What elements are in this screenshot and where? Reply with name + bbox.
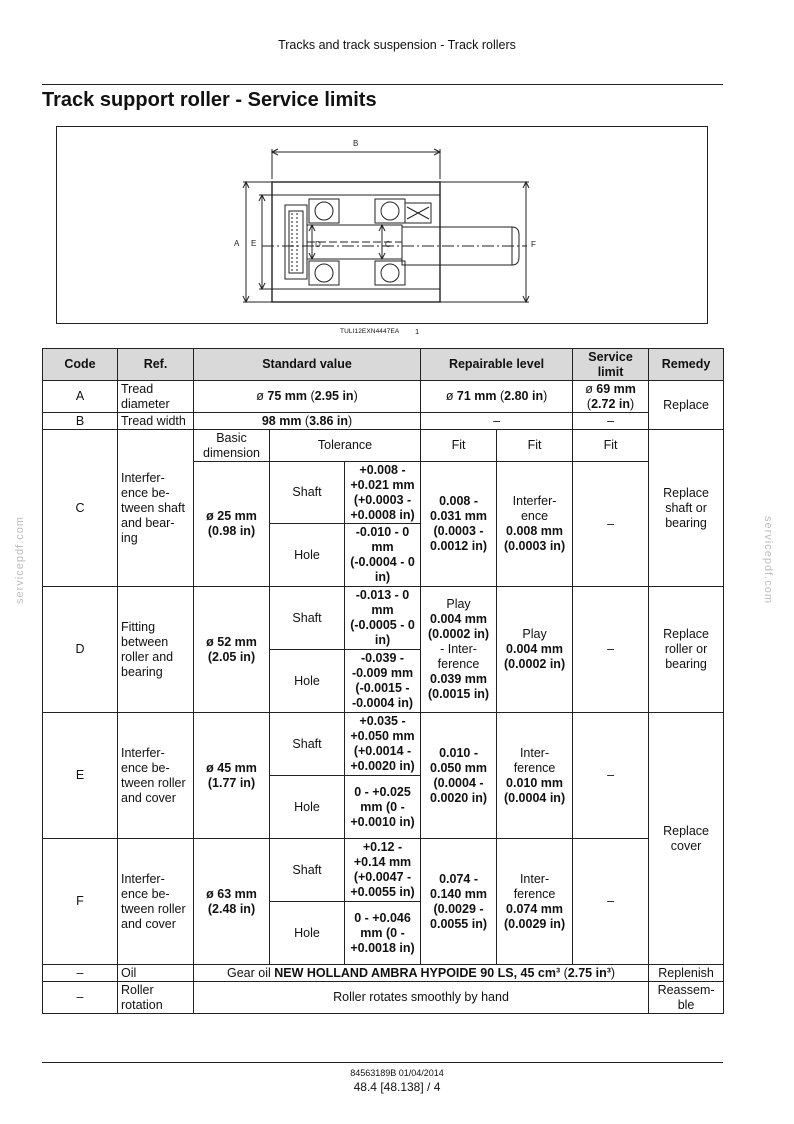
fit-cell: 0.008 - 0.031 mm (0.0003 - 0.0012 in)	[421, 462, 497, 587]
remedy-cell: Reassem-ble	[649, 982, 724, 1014]
repairable-cell: ø 71 mm (2.80 in)	[421, 381, 573, 413]
ref-cell: Interfer-ence be-tween roller and cover	[118, 713, 194, 839]
remedy-cell: Replenish	[649, 965, 724, 982]
ref-cell: Tread width	[118, 413, 194, 430]
fit-cell: Inter-ference 0.010 mm (0.0004 in)	[497, 713, 573, 839]
code-cell: D	[43, 587, 118, 713]
table-row-d-shaft	[43, 587, 724, 650]
ref-cell: Roller rotation	[118, 982, 194, 1014]
fit-cell: –	[573, 839, 649, 965]
code-cell: E	[43, 713, 118, 839]
hole-label: Hole	[270, 902, 345, 965]
col-header-remedy: Remedy	[649, 349, 724, 381]
remedy-cell: Replace roller or bearing	[649, 587, 724, 713]
shaft-tolerance: +0.008 - +0.021 mm (+0.0003 - +0.0008 in)	[345, 462, 421, 524]
table-row-c-subheader	[43, 430, 724, 462]
hole-tolerance: -0.039 - -0.009 mm (-0.0015 - -0.0004 in)	[345, 650, 421, 713]
code-cell: –	[43, 982, 118, 1014]
footer-rule	[42, 1062, 723, 1063]
basic-dimension-cell: ø 52 mm (2.05 in)	[194, 587, 270, 713]
table-row-e-shaft	[43, 713, 724, 776]
document-reference: 84563189B 01/04/2014	[350, 1068, 444, 1078]
figure-caption: TULI12EXN4447EA	[340, 328, 400, 335]
standard-cell: 98 mm (3.86 in)	[194, 413, 421, 430]
hole-tolerance: 0 - +0.025 mm (0 - +0.0010 in)	[345, 776, 421, 839]
shaft-tolerance: +0.035 - +0.050 mm (+0.0014 - +0.0020 in)	[345, 713, 421, 776]
basic-dimension-cell: ø 63 mm (2.48 in)	[194, 839, 270, 965]
ref-cell: Interfer-ence be-tween shaft and bear-ing	[118, 430, 194, 587]
code-cell: B	[43, 413, 118, 430]
repairable-cell: –	[421, 413, 573, 430]
fit-cell: –	[573, 462, 649, 587]
service-limits-table	[42, 348, 724, 1014]
col-header-repairable: Repairable level	[421, 349, 573, 381]
fit-cell: 0.074 - 0.140 mm (0.0029 - 0.0055 in)	[421, 839, 497, 965]
fit-header: Fit	[421, 430, 497, 462]
code-cell: C	[43, 430, 118, 587]
dim-label-b: B	[353, 139, 359, 148]
figure-number: 1	[415, 327, 420, 336]
col-header-ref: Ref.	[118, 349, 194, 381]
hole-label: Hole	[270, 776, 345, 839]
dim-label-d: D	[315, 240, 321, 249]
basic-dimension-cell: ø 25 mm (0.98 in)	[194, 462, 270, 587]
shaft-tolerance: -0.013 - 0 mm (-0.0005 - 0 in)	[345, 587, 421, 650]
hole-label: Hole	[270, 524, 345, 587]
table-row-a	[43, 381, 724, 413]
dim-label-e: E	[251, 239, 257, 248]
page-number: 48.4 [48.138] / 4	[353, 1080, 441, 1094]
fit-cell: Interfer-ence 0.008 mm (0.0003 in)	[497, 462, 573, 587]
fit-header: Fit	[497, 430, 573, 462]
shaft-tolerance: +0.12 - +0.14 mm (+0.0047 - +0.0055 in)	[345, 839, 421, 902]
remedy-cell: Replace	[649, 381, 724, 430]
hole-label: Hole	[270, 650, 345, 713]
dim-label-a: A	[234, 239, 240, 248]
dim-label-c: C	[385, 240, 391, 249]
fit-cell: Inter-ference 0.074 mm (0.0029 in)	[497, 839, 573, 965]
col-header-service-limit: Service limit	[573, 349, 649, 381]
running-header: Tracks and track suspension - Track rollers	[278, 38, 516, 52]
fit-cell: Play 0.004 mm (0.0002 in)	[497, 587, 573, 713]
col-header-code: Code	[43, 349, 118, 381]
ref-cell: Interfer-ence be-tween roller and cover	[118, 839, 194, 965]
oil-value-cell: Gear oil NEW HOLLAND AMBRA HYPOIDE 90 LS, 45 cm³ (2.75 in³)	[194, 965, 649, 982]
service-limit-cell: ø 69 mm (2.72 in)	[573, 381, 649, 413]
ref-cell: Tread diameter	[118, 381, 194, 413]
header-rule	[42, 84, 723, 85]
shaft-label: Shaft	[270, 839, 345, 902]
table-row-b	[43, 413, 724, 430]
fit-cell: Play 0.004 mm (0.0002 in) - Inter-ference 0.039 mm (0.0015 in)	[421, 587, 497, 713]
service-limit-cell: –	[573, 413, 649, 430]
ref-cell: Oil	[118, 965, 194, 982]
standard-cell: ø 75 mm (2.95 in)	[194, 381, 421, 413]
hole-tolerance: 0 - +0.046 mm (0 - +0.0018 in)	[345, 902, 421, 965]
tolerance-header: Tolerance	[270, 430, 421, 462]
shaft-label: Shaft	[270, 713, 345, 776]
fit-cell: –	[573, 587, 649, 713]
fit-cell: –	[573, 713, 649, 839]
code-cell: F	[43, 839, 118, 965]
hole-tolerance: -0.010 - 0 mm (-0.0004 - 0 in)	[345, 524, 421, 587]
remedy-cell: Replace cover	[649, 713, 724, 965]
table-row-f-shaft	[43, 839, 724, 902]
ref-cell: Fitting between roller and bearing	[118, 587, 194, 713]
fit-header: Fit	[573, 430, 649, 462]
shaft-label: Shaft	[270, 587, 345, 650]
code-cell: –	[43, 965, 118, 982]
basic-dimension-cell: ø 45 mm (1.77 in)	[194, 713, 270, 839]
watermark-right: servicepdf.com	[762, 516, 774, 604]
code-cell: A	[43, 381, 118, 413]
col-header-standard: Standard value	[194, 349, 421, 381]
roller-drawing	[57, 127, 709, 325]
basic-dimension-header: Basic dimension	[194, 430, 270, 462]
table-row-oil	[43, 965, 724, 982]
page-title: Track support roller - Service limits	[42, 89, 377, 111]
header-row	[43, 349, 724, 381]
roller-cross-section-figure	[56, 126, 708, 324]
rotation-value-cell: Roller rotates smoothly by hand	[194, 982, 649, 1014]
dim-label-f: F	[531, 240, 536, 249]
table-row-rotation	[43, 982, 724, 1014]
shaft-label: Shaft	[270, 462, 345, 524]
fit-cell: 0.010 - 0.050 mm (0.0004 - 0.0020 in)	[421, 713, 497, 839]
remedy-cell: Replace shaft or bearing	[649, 430, 724, 587]
watermark-left: servicepdf.com	[14, 516, 26, 604]
